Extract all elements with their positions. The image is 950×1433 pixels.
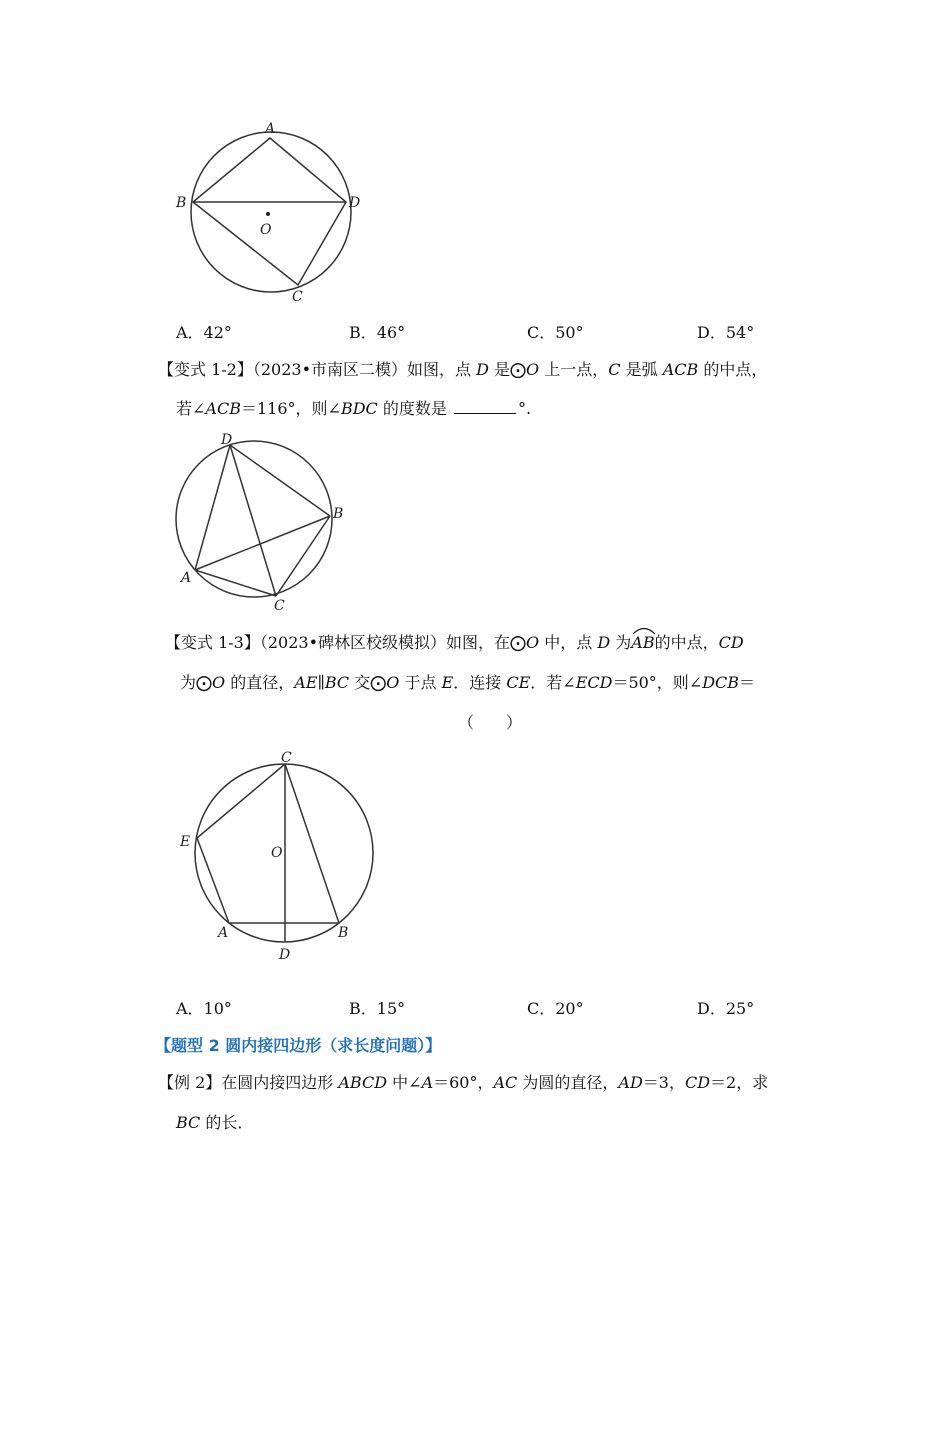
text: AC bbox=[493, 1073, 518, 1092]
text: ．若∠ bbox=[530, 673, 576, 692]
circle-symbol: ⨀ bbox=[196, 673, 213, 692]
text: BC bbox=[176, 1113, 201, 1132]
circle-symbol: ⨀ bbox=[510, 360, 527, 379]
label-c: C bbox=[274, 598, 285, 614]
label-o: O bbox=[271, 845, 283, 861]
label-o: O bbox=[260, 222, 272, 238]
text: 为 bbox=[180, 673, 197, 692]
text: 交 bbox=[349, 673, 371, 692]
text: ACB bbox=[205, 399, 241, 418]
text: ＝2，求 bbox=[710, 1073, 769, 1092]
label-d: D bbox=[349, 195, 361, 211]
chord-dc bbox=[230, 445, 276, 596]
label-b: B bbox=[338, 925, 349, 941]
variant-1-3-line-1 bbox=[165, 633, 744, 653]
example-2-line-1 bbox=[158, 1073, 768, 1093]
text: ACB bbox=[662, 360, 699, 379]
text: 在圆内接四边形 bbox=[221, 1073, 339, 1092]
arc-ab bbox=[631, 633, 654, 653]
circle-o bbox=[195, 764, 373, 942]
text: °. bbox=[517, 399, 532, 418]
circle-o bbox=[191, 132, 351, 292]
label-a: A bbox=[181, 570, 192, 586]
text: AE bbox=[294, 673, 318, 692]
q1-option-c: C．50° bbox=[527, 323, 584, 342]
variant-1-3-tag: 【变式 1-3】 bbox=[165, 633, 260, 652]
text: ECD bbox=[575, 673, 613, 692]
text: ＝ bbox=[739, 673, 756, 692]
chord-bc bbox=[285, 764, 339, 923]
label-a: A bbox=[265, 121, 276, 137]
answer-parentheses[interactable]: （ ） bbox=[458, 713, 523, 732]
variant-1-2-line-1 bbox=[158, 360, 767, 380]
variant-1-2-source: （2023•市南区二模） bbox=[252, 360, 408, 379]
text: ．连接 bbox=[453, 673, 507, 692]
circle bbox=[176, 441, 332, 597]
text: ∥ bbox=[317, 673, 325, 692]
label-b: B bbox=[176, 195, 187, 211]
variant-1-2-tag: 【变式 1-2】 bbox=[158, 360, 253, 379]
quadrilateral-abcd bbox=[193, 138, 346, 285]
text: CE bbox=[506, 673, 531, 692]
q1-option-d: D．54° bbox=[697, 323, 755, 342]
text: 是 bbox=[488, 360, 511, 379]
text: O bbox=[212, 673, 226, 692]
text: ＝50°，则∠ bbox=[612, 673, 703, 692]
text: 的长． bbox=[200, 1113, 254, 1132]
text: 中，点 bbox=[539, 633, 598, 652]
chord-ea bbox=[197, 838, 229, 923]
text: D bbox=[476, 360, 489, 379]
text: AB bbox=[631, 633, 655, 652]
q1-option-a: A．42° bbox=[176, 323, 232, 342]
text: 上一点， bbox=[539, 360, 609, 379]
q1-option-b: B．46° bbox=[349, 323, 406, 342]
chord-db bbox=[230, 445, 330, 516]
text: 若∠ bbox=[176, 399, 206, 418]
figure-1-circle-quadrilateral bbox=[170, 115, 370, 310]
text: BC bbox=[324, 673, 350, 692]
chord-ab bbox=[195, 516, 330, 570]
text: O bbox=[386, 673, 400, 692]
text: BDC bbox=[340, 399, 378, 418]
text: 的直径， bbox=[225, 673, 295, 692]
text: ＝60°， bbox=[433, 1073, 494, 1092]
text: 如图，在 bbox=[446, 633, 511, 652]
text: ＝3， bbox=[642, 1073, 685, 1092]
text: DCB bbox=[702, 673, 740, 692]
text: 为 bbox=[610, 633, 632, 652]
example-2-line-2 bbox=[176, 1113, 253, 1133]
figure-3-circle bbox=[175, 745, 385, 965]
text: D bbox=[597, 633, 611, 652]
text: ABCD bbox=[338, 1073, 388, 1092]
chord-da bbox=[195, 445, 230, 570]
text: 的度数是 bbox=[377, 399, 452, 418]
variant-1-2-line-2 bbox=[176, 399, 531, 419]
label-c: C bbox=[281, 750, 292, 766]
text: CD bbox=[718, 633, 744, 652]
text: 为圆的直径， bbox=[517, 1073, 619, 1092]
label-e: E bbox=[180, 834, 191, 850]
label-d: D bbox=[279, 947, 291, 963]
q3-option-c: C．20° bbox=[527, 999, 584, 1018]
text: ＝116°，则∠ bbox=[240, 399, 341, 418]
text: 如图，点 bbox=[407, 360, 477, 379]
circle-symbol: ⨀ bbox=[370, 673, 387, 692]
variant-1-3-line-2 bbox=[180, 673, 755, 693]
text: AD bbox=[618, 1073, 643, 1092]
label-a: A bbox=[218, 925, 229, 941]
q3-option-a: A．10° bbox=[176, 999, 232, 1018]
q3-option-b: B．15° bbox=[349, 999, 406, 1018]
circle-symbol: ⨀ bbox=[510, 633, 527, 652]
text: 的中点， bbox=[698, 360, 768, 379]
label-d: D bbox=[221, 432, 233, 448]
text: E bbox=[441, 673, 454, 692]
answer-blank[interactable] bbox=[454, 399, 516, 414]
text: A bbox=[421, 1073, 434, 1092]
example-2-tag: 【例 2】 bbox=[158, 1073, 222, 1092]
label-b: B bbox=[333, 506, 344, 522]
chord-ac bbox=[195, 570, 276, 596]
arc-mark-icon bbox=[631, 625, 657, 635]
text: 是弧 bbox=[620, 360, 663, 379]
text: 于点 bbox=[399, 673, 442, 692]
text: CD bbox=[684, 1073, 711, 1092]
figure-2-circle bbox=[170, 425, 355, 615]
text: 的中点， bbox=[654, 633, 719, 652]
text: O bbox=[526, 360, 540, 379]
text: 中∠ bbox=[387, 1073, 422, 1092]
section-2-heading: 【题型 2 圆内接四边形（求长度问题）】 bbox=[155, 1036, 442, 1055]
q3-option-d: D．25° bbox=[697, 999, 755, 1018]
center-dot bbox=[266, 212, 270, 216]
label-c: C bbox=[292, 289, 303, 305]
text: O bbox=[526, 633, 540, 652]
text: C bbox=[608, 360, 621, 379]
variant-1-3-source: （2023•碑林区校级模拟） bbox=[259, 633, 447, 652]
